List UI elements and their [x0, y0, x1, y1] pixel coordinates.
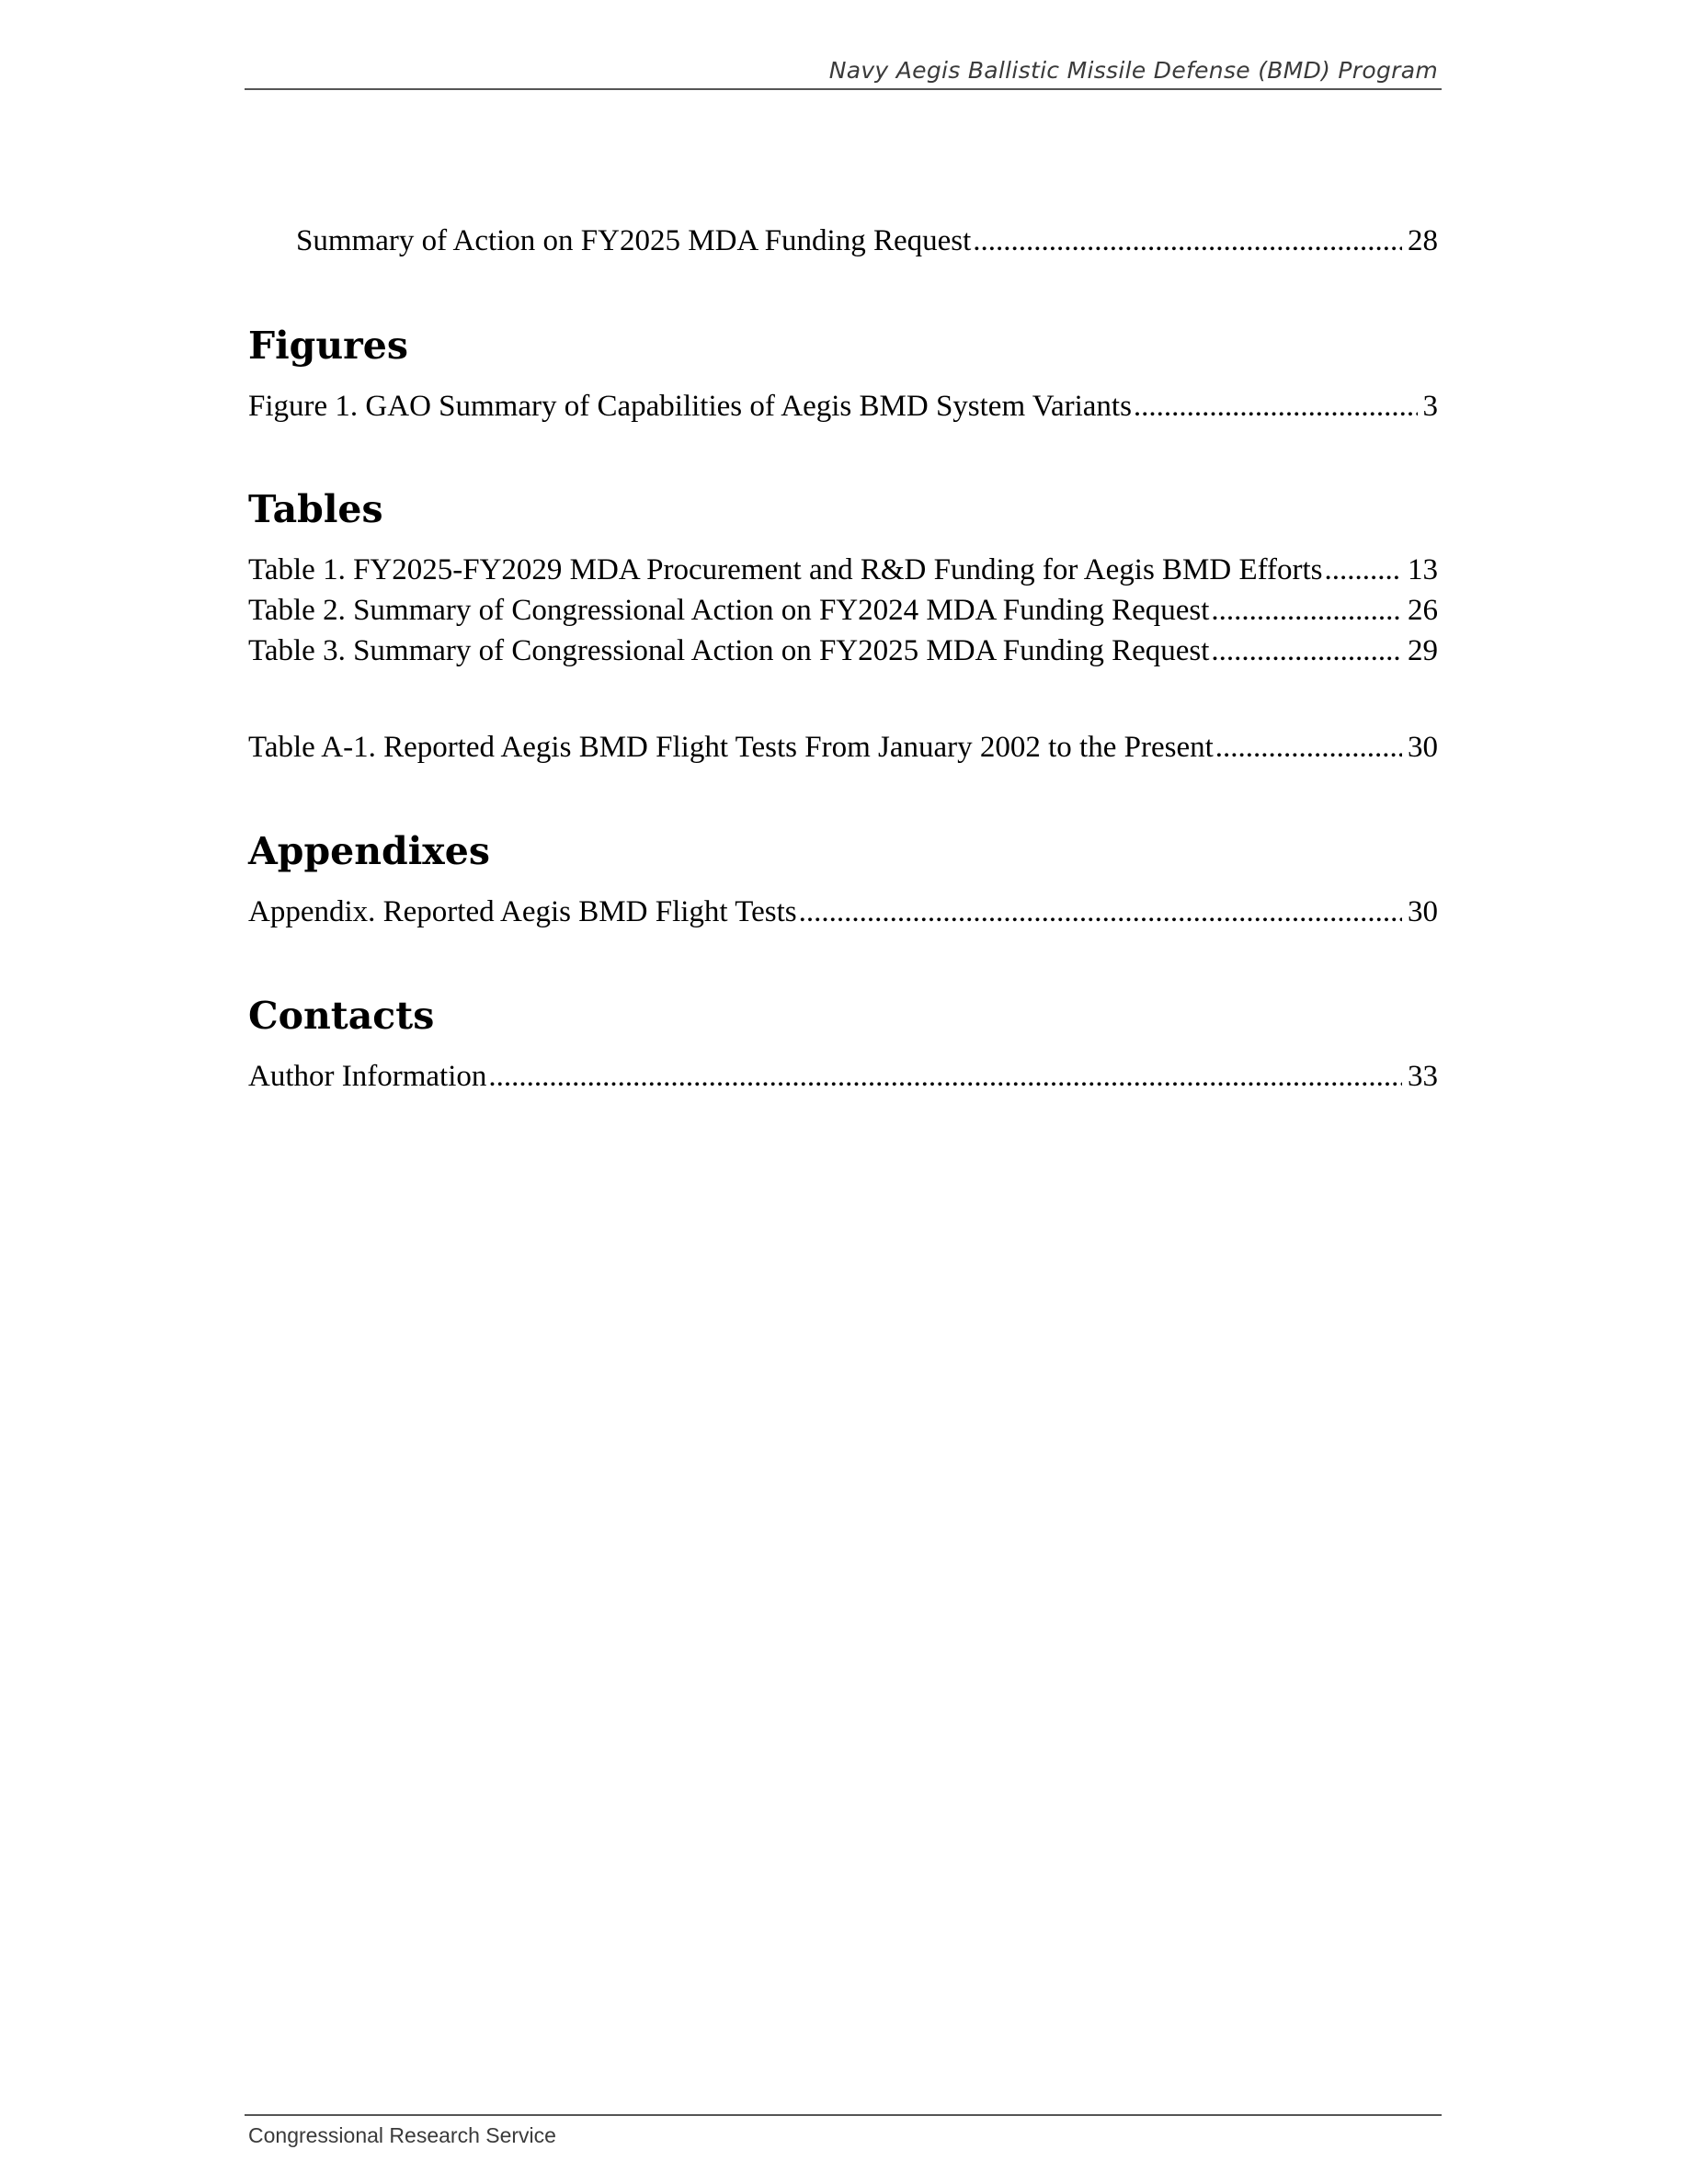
toc-dot-leader	[973, 222, 1402, 259]
toc-dot-leader	[488, 1058, 1402, 1095]
toc-dot-leader	[799, 893, 1402, 930]
table-entry-title: Table 2. Summary of Congressional Action on FY2024 MDA Funding Request	[248, 594, 1210, 627]
contact-entry-page: 33	[1408, 1060, 1438, 1093]
contact-entry[interactable]	[248, 1058, 1438, 1095]
toc-dot-leader	[1134, 388, 1418, 425]
table-entry[interactable]	[248, 592, 1438, 629]
figure-entry-page: 3	[1422, 390, 1438, 423]
appendix-entry-title: Appendix. Reported Aegis BMD Flight Tests	[248, 895, 797, 928]
table-entry-title: Table 3. Summary of Congressional Action on FY2025 MDA Funding Request	[248, 634, 1210, 667]
table-entry-page: 13	[1408, 553, 1438, 586]
table-entry-page: 30	[1408, 731, 1438, 764]
footer-publisher: Congressional Research Service	[248, 2123, 556, 2147]
appendixes-heading: Appendixes	[248, 829, 490, 873]
figures-heading: Figures	[248, 324, 408, 368]
contact-entry-title: Author Information	[248, 1060, 487, 1093]
table-entry[interactable]	[248, 729, 1438, 766]
toc-entry-title: Summary of Action on FY2025 MDA Funding Request	[296, 224, 972, 257]
table-entry-title: Table A-1. Reported Aegis BMD Flight Tests From January 2002 to the Present	[248, 731, 1214, 764]
page-footer	[245, 2114, 1442, 2147]
table-entry-page: 26	[1408, 594, 1438, 627]
table-entry[interactable]	[248, 632, 1438, 669]
toc-dot-leader	[1211, 632, 1402, 669]
appendix-entry-page: 30	[1408, 895, 1438, 928]
figure-entry-title: Figure 1. GAO Summary of Capabilities of Aegis BMD System Variants	[248, 390, 1132, 423]
running-header-title: Navy Aegis Ballistic Missile Defense (BMD) Program	[828, 57, 1438, 84]
toc-dot-leader	[1211, 592, 1402, 629]
toc-entry[interactable]	[296, 222, 1438, 259]
table-entry[interactable]	[248, 552, 1438, 588]
figure-entry[interactable]	[248, 388, 1438, 425]
toc-entry-page: 28	[1408, 224, 1438, 257]
toc-dot-leader	[1215, 729, 1402, 766]
contacts-heading: Contacts	[248, 994, 435, 1038]
running-header	[245, 57, 1442, 90]
toc-dot-leader	[1325, 552, 1402, 588]
tables-heading: Tables	[248, 487, 383, 531]
table-entry-title: Table 1. FY2025-FY2029 MDA Procurement and R&D Funding for Aegis BMD Efforts	[248, 553, 1323, 586]
table-entry-page: 29	[1408, 634, 1438, 667]
appendix-entry[interactable]	[248, 893, 1438, 930]
